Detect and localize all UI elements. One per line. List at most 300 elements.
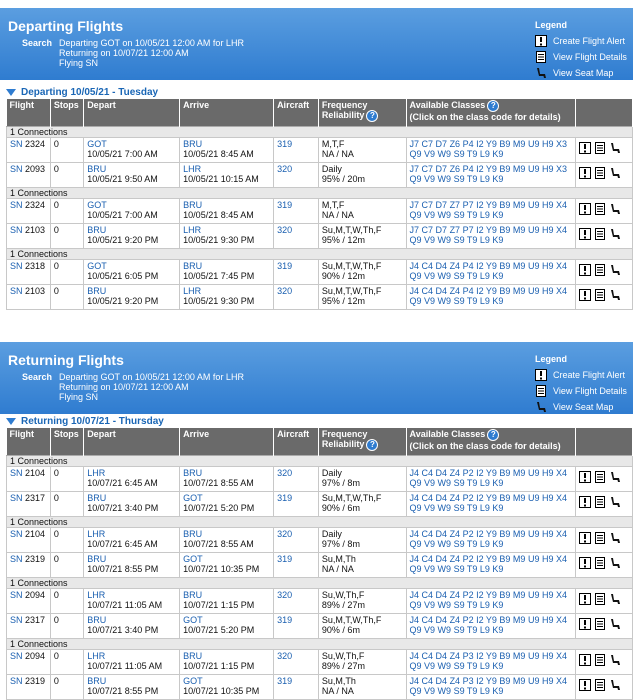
class-codes-link[interactable]: J4 C4 D4 Z4 P4 I2 Y9 B9 M9 U9 H9 X4 <box>409 261 567 271</box>
frequency-value: Su,M,Th <box>321 554 356 564</box>
flight-cell <box>7 614 51 639</box>
action-icons <box>579 200 629 217</box>
airline-link[interactable]: SN <box>10 261 23 271</box>
returning-title: Returning Flights <box>8 352 124 368</box>
frequency-cell <box>318 675 406 700</box>
arrive-time: 10/07/21 10:35 PM <box>183 686 260 696</box>
action-icons <box>579 529 629 546</box>
stops-cell: 0 <box>50 553 83 578</box>
class-codes-link[interactable]: J4 C4 D4 Z4 P2 I2 Y9 B9 M9 U9 H9 X4 <box>409 493 567 503</box>
arrive-airport-link[interactable]: GOT <box>183 676 203 686</box>
seat-map-icon[interactable] <box>609 679 621 693</box>
flight-details-icon[interactable] <box>594 496 606 510</box>
depart-airport-link[interactable]: BRU <box>87 554 107 564</box>
reliability-value: 97% / 8m <box>321 539 360 549</box>
aircraft-link[interactable]: 319 <box>277 200 293 210</box>
flight-row <box>7 224 633 249</box>
reliability-text: Reliability <box>321 439 365 449</box>
depart-cell <box>84 553 180 578</box>
classes-cell <box>406 675 575 700</box>
frequency-value: Su,W,Th,F <box>321 651 365 661</box>
create-alert-icon[interactable] <box>579 289 591 303</box>
returning-legend <box>535 354 627 415</box>
flight-row <box>7 528 633 553</box>
create-alert-icon[interactable] <box>579 679 591 693</box>
frequency-value: M,T,F <box>321 139 345 149</box>
class-codes-link[interactable]: Q9 V9 W9 S9 T9 L9 K9 <box>409 661 504 671</box>
departing-date-label: Departing 10/05/21 - Tuesday <box>21 87 159 98</box>
airline-link[interactable]: SN <box>10 468 23 478</box>
aircraft-link[interactable]: 319 <box>277 554 293 564</box>
class-codes-link[interactable]: J7 C7 D7 Z7 P7 I2 Y9 B9 M9 U9 H9 X4 <box>409 225 567 235</box>
legend-heading: Legend <box>535 354 568 364</box>
classes-cell <box>406 138 575 163</box>
create-alert-icon[interactable] <box>579 471 591 485</box>
depart-time: 10/07/21 11:05 AM <box>87 600 163 610</box>
frequency-cell <box>318 553 406 578</box>
arrive-time: 10/07/21 10:35 PM <box>183 564 260 574</box>
class-codes-link[interactable]: J7 C7 D7 Z6 P4 I2 Y9 B9 M9 U9 H9 X3 <box>409 139 567 149</box>
reliability-value: 89% / 27m <box>321 661 365 671</box>
classes-cell <box>406 589 575 614</box>
class-codes-link[interactable]: J4 C4 D4 Z4 P3 I2 Y9 B9 M9 U9 H9 X4 <box>409 651 567 661</box>
frequency-cell <box>318 260 406 285</box>
class-codes-link[interactable]: Q9 V9 W9 S9 T9 L9 K9 <box>409 478 504 488</box>
flight-cell <box>7 138 51 163</box>
create-alert-icon[interactable] <box>579 496 591 510</box>
reliability-value: NA / NA <box>321 210 354 220</box>
action-icons <box>579 615 629 632</box>
depart-airport-link[interactable]: BRU <box>87 676 107 686</box>
reliability-value: NA / NA <box>321 564 354 574</box>
frequency-header <box>318 428 406 456</box>
aircraft-cell <box>274 224 319 249</box>
depart-time: 10/05/21 9:50 AM <box>87 174 158 184</box>
frequency-value: Su,W,Th,F <box>321 590 365 600</box>
departing-search-line: Returning on 10/07/21 12:00 AM <box>59 48 189 58</box>
class-codes-link[interactable]: Q9 V9 W9 S9 T9 L9 K9 <box>409 600 504 610</box>
flight-row <box>7 614 633 639</box>
flight-row <box>7 675 633 700</box>
depart-cell <box>84 285 180 310</box>
stops-cell: 0 <box>50 528 83 553</box>
class-codes-link[interactable]: J7 C7 D7 Z7 P7 I2 Y9 B9 M9 U9 H9 X4 <box>409 200 567 210</box>
depart-airport-link[interactable]: LHR <box>87 468 106 478</box>
stops-cell: 0 <box>50 614 83 639</box>
class-codes-link[interactable]: Q9 V9 W9 S9 T9 L9 K9 <box>409 235 504 245</box>
stops-cell: 0 <box>50 163 83 188</box>
arrive-cell <box>180 553 274 578</box>
flight-details-icon[interactable] <box>594 289 606 303</box>
arrive-cell <box>180 614 274 639</box>
depart-airport-link[interactable]: LHR <box>87 590 106 600</box>
classes-cell <box>406 528 575 553</box>
classes-text: Available Classes <box>409 429 486 439</box>
depart-time: 10/05/21 7:00 AM <box>87 149 158 159</box>
arrive-time: 10/07/21 1:15 PM <box>183 661 255 671</box>
depart-cell <box>84 528 180 553</box>
action-icons <box>579 261 629 278</box>
seat-map-icon[interactable] <box>609 618 621 632</box>
arrive-time: 10/07/21 5:20 PM <box>183 503 255 513</box>
departing-title: Departing Flights <box>8 18 124 34</box>
depart-airport-link[interactable]: BRU <box>87 164 107 174</box>
aircraft-cell <box>274 260 319 285</box>
legend-label: View Flight Details <box>553 386 627 396</box>
returning-search-line: Flying SN <box>59 392 99 402</box>
legend-label: View Seat Map <box>553 68 614 78</box>
flight-details-icon[interactable] <box>594 593 606 607</box>
depart-time: 10/05/21 9:20 PM <box>87 235 159 245</box>
arrive-airport-link[interactable]: LHR <box>183 286 202 296</box>
returning-search-line: Returning on 10/07/21 12:00 AM <box>59 382 189 392</box>
stops-cell: 0 <box>50 467 83 492</box>
depart-cell <box>84 614 180 639</box>
class-codes-link[interactable]: Q9 V9 W9 S9 T9 L9 K9 <box>409 149 504 159</box>
departing-legend <box>535 20 627 81</box>
seat-map-icon[interactable] <box>609 142 621 156</box>
create-alert-icon[interactable] <box>579 167 591 181</box>
class-codes-link[interactable]: J4 C4 D4 Z4 P2 I2 Y9 B9 M9 U9 H9 X4 <box>409 615 567 625</box>
seat-map-icon[interactable] <box>609 593 621 607</box>
aircraft-link[interactable]: 320 <box>277 529 293 539</box>
seat-map-icon[interactable] <box>609 289 621 303</box>
reliability-value: 90% / 6m <box>321 503 360 513</box>
reliability-value: 89% / 27m <box>321 600 365 610</box>
legend-view-seat-map[interactable] <box>535 399 627 415</box>
airline-link[interactable]: SN <box>10 651 23 661</box>
arrive-airport-link[interactable]: BRU <box>183 261 203 271</box>
action-icons <box>579 590 629 607</box>
connections-label: 1 Connections <box>7 456 633 467</box>
legend-create-alert[interactable] <box>535 367 627 383</box>
class-codes-link[interactable]: Q9 V9 W9 S9 T9 L9 K9 <box>409 686 504 696</box>
stops-cell: 0 <box>50 199 83 224</box>
class-codes-link[interactable]: J4 C4 D4 Z4 P2 I2 Y9 B9 M9 U9 H9 X4 <box>409 529 567 539</box>
legend-label: Create Flight Alert <box>553 370 626 380</box>
aircraft-link[interactable]: 319 <box>277 139 293 149</box>
aircraft-link[interactable]: 320 <box>277 225 293 235</box>
aircraft-cell <box>274 650 319 675</box>
frequency-value: Su,M,T,W,Th,F <box>321 286 382 296</box>
create-alert-icon[interactable] <box>579 557 591 571</box>
seat-map-icon[interactable] <box>609 557 621 571</box>
help-icon[interactable]: ? <box>487 429 499 441</box>
seat-map-icon[interactable] <box>609 471 621 485</box>
class-codes-link[interactable]: Q9 V9 W9 S9 T9 L9 K9 <box>409 210 504 220</box>
flight-cell <box>7 675 51 700</box>
airline-link[interactable]: SN <box>10 139 23 149</box>
connections-row <box>7 127 633 138</box>
depart-airport-link[interactable]: BRU <box>87 493 107 503</box>
stops-cell: 0 <box>50 589 83 614</box>
depart-airport-link[interactable]: BRU <box>87 286 107 296</box>
connections-label: 1 Connections <box>7 249 633 260</box>
aircraft-link[interactable]: 320 <box>277 286 293 296</box>
frequency-cell <box>318 224 406 249</box>
class-codes-link[interactable]: Q9 V9 W9 S9 T9 L9 K9 <box>409 174 504 184</box>
airline-link[interactable]: SN <box>10 554 23 564</box>
classes-cell <box>406 467 575 492</box>
aircraft-cell <box>274 589 319 614</box>
action-icons <box>579 225 629 242</box>
class-codes-link[interactable]: Q9 V9 W9 S9 T9 L9 K9 <box>409 564 504 574</box>
actions-cell <box>575 260 632 285</box>
seat-map-icon[interactable] <box>609 496 621 510</box>
flight-number: 2324 <box>25 139 46 149</box>
frequency-cell <box>318 650 406 675</box>
airline-link[interactable]: SN <box>10 493 23 503</box>
aircraft-cell <box>274 492 319 517</box>
classes-cell <box>406 285 575 310</box>
frequency-cell <box>318 492 406 517</box>
reliability-value: 90% / 6m <box>321 625 360 635</box>
seat-map-icon[interactable] <box>609 203 621 217</box>
flight-details-icon[interactable] <box>594 679 606 693</box>
actions-cell <box>575 467 632 492</box>
depart-airport-link[interactable]: BRU <box>87 225 107 235</box>
depart-cell <box>84 675 180 700</box>
legend-label: View Seat Map <box>553 402 614 412</box>
arrive-airport-link[interactable]: BRU <box>183 590 203 600</box>
departing-flights-table <box>6 99 633 310</box>
depart-time: 10/07/21 3:40 PM <box>87 503 159 513</box>
flight-details-icon[interactable] <box>594 618 606 632</box>
action-icons <box>579 676 629 693</box>
class-codes-link[interactable]: J4 C4 D4 Z4 P4 I2 Y9 B9 M9 U9 H9 X4 <box>409 286 567 296</box>
create-alert-icon[interactable] <box>579 618 591 632</box>
arrive-airport-link[interactable]: GOT <box>183 554 203 564</box>
seat-map-icon[interactable] <box>609 228 621 242</box>
stops-cell: 0 <box>50 285 83 310</box>
arrive-time: 10/05/21 9:30 PM <box>183 235 255 245</box>
aircraft-link[interactable]: 319 <box>277 261 293 271</box>
actions-header <box>575 428 632 456</box>
arrive-time: 10/07/21 1:15 PM <box>183 600 255 610</box>
departing-search-line: Departing GOT on 10/05/21 12:00 AM for LHR <box>59 38 244 48</box>
depart-cell <box>84 163 180 188</box>
reliability-text: Reliability <box>321 110 365 120</box>
details-icon <box>535 51 547 63</box>
class-codes-link[interactable]: J4 C4 D4 Z4 P2 I2 Y9 B9 M9 U9 H9 X4 <box>409 590 567 600</box>
action-icons <box>579 164 629 181</box>
seat-map-icon[interactable] <box>609 532 621 546</box>
airline-link[interactable]: SN <box>10 200 23 210</box>
depart-airport-link[interactable]: LHR <box>87 651 106 661</box>
flight-cell <box>7 589 51 614</box>
aircraft-link[interactable]: 320 <box>277 468 293 478</box>
connections-label: 1 Connections <box>7 188 633 199</box>
depart-cell <box>84 138 180 163</box>
stops-cell: 0 <box>50 138 83 163</box>
arrive-airport-link[interactable]: BRU <box>183 468 203 478</box>
frequency-cell <box>318 589 406 614</box>
flight-details-icon[interactable] <box>594 557 606 571</box>
create-alert-icon[interactable] <box>579 203 591 217</box>
arrive-cell <box>180 163 274 188</box>
help-icon[interactable]: ? <box>366 439 378 451</box>
aircraft-cell <box>274 138 319 163</box>
aircraft-link[interactable]: 319 <box>277 615 293 625</box>
actions-cell <box>575 224 632 249</box>
arrive-airport-link[interactable]: LHR <box>183 225 202 235</box>
aircraft-link[interactable]: 320 <box>277 590 293 600</box>
stops-cell: 0 <box>50 260 83 285</box>
aircraft-link[interactable]: 319 <box>277 676 293 686</box>
airline-link[interactable]: SN <box>10 225 23 235</box>
arrive-time: 10/07/21 5:20 PM <box>183 625 255 635</box>
depart-airport-link[interactable]: BRU <box>87 615 107 625</box>
arrive-airport-link[interactable]: GOT <box>183 615 203 625</box>
frequency-cell <box>318 163 406 188</box>
details-icon <box>535 385 547 397</box>
depart-airport-link[interactable]: GOT <box>87 261 107 271</box>
arrive-cell <box>180 224 274 249</box>
class-codes-link[interactable]: Q9 V9 W9 S9 T9 L9 K9 <box>409 271 504 281</box>
class-codes-link[interactable]: Q9 V9 W9 S9 T9 L9 K9 <box>409 296 504 306</box>
airline-link[interactable]: SN <box>10 676 23 686</box>
action-icons <box>579 554 629 571</box>
arrive-airport-link[interactable]: LHR <box>183 164 202 174</box>
action-icons <box>579 468 629 485</box>
connections-row <box>7 188 633 199</box>
flight-row <box>7 650 633 675</box>
class-codes-link[interactable]: J4 C4 D4 Z4 P2 I2 Y9 B9 M9 U9 H9 X4 <box>409 468 567 478</box>
legend-label: View Flight Details <box>553 52 627 62</box>
flight-number: 2324 <box>25 200 46 210</box>
flight-row <box>7 138 633 163</box>
aircraft-cell <box>274 675 319 700</box>
airline-link[interactable]: SN <box>10 286 23 296</box>
legend-view-details[interactable] <box>535 383 627 399</box>
create-alert-icon[interactable] <box>579 228 591 242</box>
frequency-value: Daily <box>321 529 342 539</box>
depart-time: 10/05/21 9:20 PM <box>87 296 159 306</box>
connections-label: 1 Connections <box>7 517 633 528</box>
aircraft-header: Aircraft <box>274 428 319 456</box>
class-codes-link[interactable]: Q9 V9 W9 S9 T9 L9 K9 <box>409 625 504 635</box>
class-codes-link[interactable]: J4 C4 D4 Z4 P3 I2 Y9 B9 M9 U9 H9 X4 <box>409 676 567 686</box>
flight-details-icon[interactable] <box>594 167 606 181</box>
seat-map-icon[interactable] <box>609 167 621 181</box>
classes-cell <box>406 553 575 578</box>
create-alert-icon[interactable] <box>579 142 591 156</box>
arrive-cell <box>180 138 274 163</box>
returning-date-label: Returning 10/07/21 - Thursday <box>21 416 164 427</box>
class-codes-link[interactable]: Q9 V9 W9 S9 T9 L9 K9 <box>409 539 504 549</box>
aircraft-cell <box>274 528 319 553</box>
airline-link[interactable]: SN <box>10 164 23 174</box>
flight-cell <box>7 163 51 188</box>
classes-label <box>410 429 572 441</box>
class-codes-link[interactable]: J7 C7 D7 Z6 P4 I2 Y9 B9 M9 U9 H9 X3 <box>409 164 567 174</box>
actions-cell <box>575 163 632 188</box>
returning-search-summary <box>59 372 244 402</box>
flight-details-icon[interactable] <box>594 228 606 242</box>
flight-details-icon[interactable] <box>594 142 606 156</box>
arrive-airport-link[interactable]: GOT <box>183 493 203 503</box>
flight-cell <box>7 492 51 517</box>
frequency-cell <box>318 138 406 163</box>
class-codes-link[interactable]: Q9 V9 W9 S9 T9 L9 K9 <box>409 503 504 513</box>
frequency-label: Frequency <box>321 429 368 439</box>
frequency-cell <box>318 285 406 310</box>
flight-row <box>7 492 633 517</box>
actions-cell <box>575 285 632 310</box>
connections-label: 1 Connections <box>7 639 633 650</box>
legend-create-alert[interactable] <box>535 33 627 49</box>
aircraft-link[interactable]: 319 <box>277 493 293 503</box>
flight-details-icon[interactable] <box>594 654 606 668</box>
flight-cell <box>7 285 51 310</box>
actions-cell <box>575 589 632 614</box>
aircraft-link[interactable]: 320 <box>277 651 293 661</box>
classes-label <box>410 100 572 112</box>
legend-view-seat-map[interactable] <box>535 65 627 81</box>
actions-cell <box>575 675 632 700</box>
frequency-value: Su,M,T,W,Th,F <box>321 615 382 625</box>
aircraft-cell <box>274 285 319 310</box>
arrive-time: 10/07/21 8:55 AM <box>183 478 254 488</box>
seat-map-icon[interactable] <box>609 264 621 278</box>
aircraft-link[interactable]: 320 <box>277 164 293 174</box>
arrive-airport-link[interactable]: BRU <box>183 529 203 539</box>
depart-airport-link[interactable]: GOT <box>87 139 107 149</box>
actions-cell <box>575 528 632 553</box>
arrive-airport-link[interactable]: BRU <box>183 651 203 661</box>
airline-link[interactable]: SN <box>10 529 23 539</box>
flight-cell <box>7 467 51 492</box>
flight-row <box>7 589 633 614</box>
create-alert-icon[interactable] <box>579 654 591 668</box>
flight-details-icon[interactable] <box>594 264 606 278</box>
flight-details-icon[interactable] <box>594 203 606 217</box>
flight-details-icon[interactable] <box>594 532 606 546</box>
create-alert-icon[interactable] <box>579 593 591 607</box>
flight-details-icon[interactable] <box>594 471 606 485</box>
returning-search-label: Search <box>22 372 53 382</box>
depart-airport-link[interactable]: LHR <box>87 529 106 539</box>
depart-time: 10/07/21 3:40 PM <box>87 625 159 635</box>
frequency-value: Daily <box>321 164 342 174</box>
create-alert-icon[interactable] <box>579 532 591 546</box>
returning-date-header[interactable] <box>6 416 164 427</box>
departing-search-summary <box>59 38 244 68</box>
help-icon[interactable]: ? <box>487 100 499 112</box>
airline-link[interactable]: SN <box>10 615 23 625</box>
depart-time: 10/07/21 11:05 AM <box>87 661 163 671</box>
airline-link[interactable]: SN <box>10 590 23 600</box>
depart-airport-link[interactable]: GOT <box>87 200 107 210</box>
class-codes-link[interactable]: J4 C4 D4 Z4 P2 I2 Y9 B9 M9 U9 H9 X4 <box>409 554 567 564</box>
flight-cell <box>7 260 51 285</box>
depart-time: 10/07/21 6:45 AM <box>87 539 158 549</box>
arrive-airport-link[interactable]: BRU <box>183 200 203 210</box>
arrive-cell <box>180 199 274 224</box>
flight-row <box>7 199 633 224</box>
legend-view-details[interactable] <box>535 49 627 65</box>
flight-number: 2317 <box>25 493 46 503</box>
departing-date-header[interactable] <box>6 87 158 98</box>
seat-map-icon[interactable] <box>609 654 621 668</box>
flight-cell <box>7 650 51 675</box>
arrive-airport-link[interactable]: BRU <box>183 139 203 149</box>
flight-number: 2093 <box>25 164 46 174</box>
create-alert-icon[interactable] <box>579 264 591 278</box>
legend-label: Create Flight Alert <box>553 36 626 46</box>
help-icon[interactable]: ? <box>366 110 378 122</box>
frequency-cell <box>318 199 406 224</box>
